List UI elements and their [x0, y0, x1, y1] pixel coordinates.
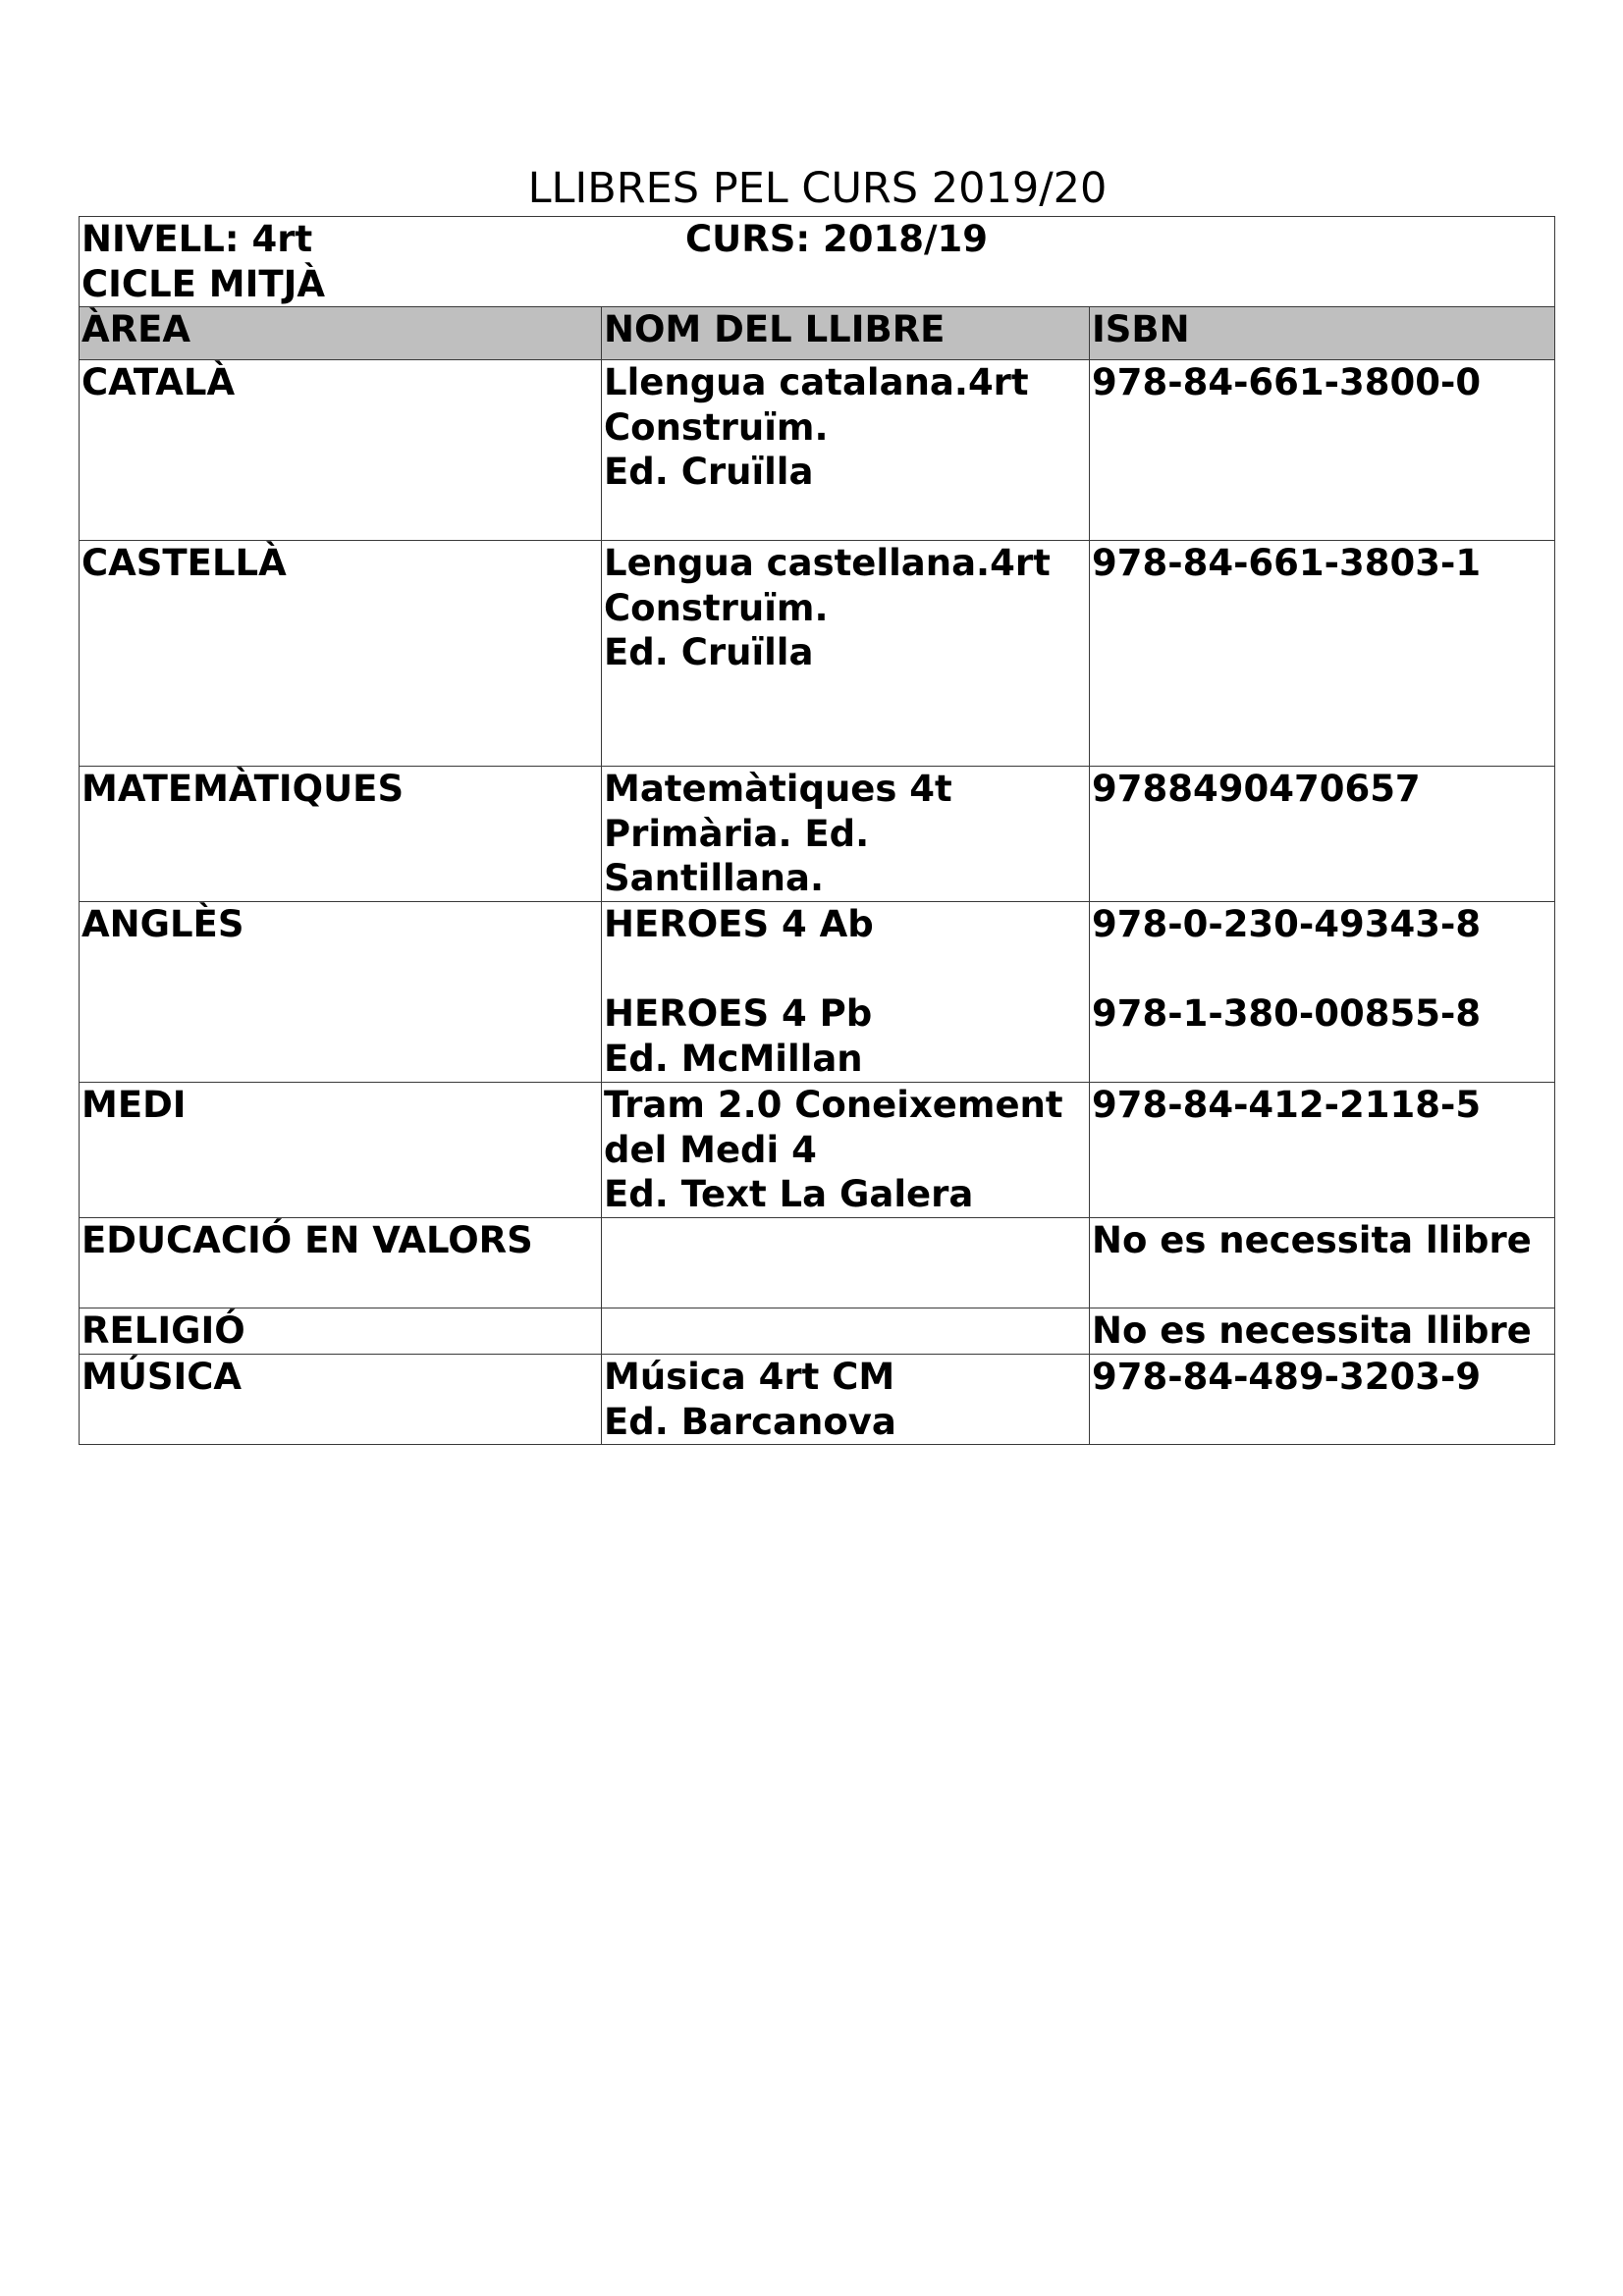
table-row [80, 1083, 1555, 1218]
book-line: del Medi 4 [604, 1128, 817, 1171]
isbn-line: 978-1-380-00855-8 [1092, 992, 1482, 1035]
isbn-line: 9788490470657 [1092, 768, 1421, 810]
area-cell: RELIGIÓ [80, 1308, 602, 1355]
area-cell: CATALÀ [80, 360, 602, 541]
book-cell [602, 767, 1090, 902]
isbn-line: 978-84-661-3803-1 [1092, 542, 1482, 584]
course-info-cell [80, 217, 1555, 307]
isbn-cell [1090, 902, 1555, 1083]
isbn-cell [1090, 767, 1555, 902]
area-cell: CASTELLÀ [80, 541, 602, 767]
book-line: Tram 2.0 Coneixement [604, 1084, 1063, 1126]
isbn-cell [1090, 1218, 1555, 1308]
isbn-cell [1090, 1083, 1555, 1218]
isbn-cell [1090, 360, 1555, 541]
table-row [80, 541, 1555, 767]
curs-label: CURS: 2018/19 [685, 218, 988, 260]
table-header-row [80, 307, 1555, 360]
area-cell: MATEMÀTIQUES [80, 767, 602, 902]
table-row [80, 1355, 1555, 1445]
table-row [80, 767, 1555, 902]
isbn-line: 978-0-230-49343-8 [1092, 903, 1482, 945]
table-row [80, 1218, 1555, 1308]
isbn-cell [1090, 541, 1555, 767]
book-line: Ed. Text La Galera [604, 1173, 974, 1215]
nivell-label: NIVELL: 4rt [81, 218, 313, 260]
table-row [80, 1308, 1555, 1355]
column-header-book: NOM DEL LLIBRE [602, 307, 1090, 360]
isbn-line: 978-84-489-3203-9 [1092, 1356, 1482, 1398]
book-cell [602, 1083, 1090, 1218]
book-line: Ed. Cruïlla [604, 631, 814, 673]
table-info-row [80, 217, 1555, 307]
book-list-table [79, 216, 1555, 1445]
table-row [80, 902, 1555, 1083]
book-cell [602, 902, 1090, 1083]
book-line: Construïm. [604, 405, 829, 449]
document-title: LLIBRES PEL CURS 2019/20 [527, 164, 1108, 213]
area-cell: ANGLÈS [80, 902, 602, 1083]
isbn-line: 978-84-412-2118-5 [1092, 1084, 1482, 1126]
area-cell: MÚSICA [80, 1355, 602, 1445]
book-line: Matemàtiques 4t [604, 768, 952, 810]
book-line: Construïm. [604, 586, 829, 629]
book-line: Primària. Ed. [604, 812, 870, 855]
blank-line [604, 947, 1089, 992]
book-cell [602, 1218, 1090, 1308]
isbn-line: 978-84-661-3800-0 [1092, 361, 1482, 403]
cicle-label: CICLE MITJÀ [81, 262, 326, 305]
book-line: Ed. Barcanova [604, 1400, 896, 1443]
table-row [80, 360, 1555, 541]
area-cell: MEDI [80, 1083, 602, 1218]
column-header-area: ÀREA [80, 307, 602, 360]
book-line: Llengua catalana.4rt [604, 361, 1029, 403]
isbn-line: No es necessita llibre [1092, 1309, 1532, 1352]
book-line: HEROES 4 Pb [604, 992, 873, 1035]
info-line-level [81, 217, 1554, 262]
isbn-line: No es necessita llibre [1092, 1219, 1532, 1261]
book-line: Ed. Cruïlla [604, 451, 814, 493]
book-cell [602, 541, 1090, 767]
blank-line [1092, 947, 1554, 992]
isbn-cell [1090, 1308, 1555, 1355]
book-line: HEROES 4 Ab [604, 903, 874, 945]
book-cell [602, 1308, 1090, 1355]
isbn-cell [1090, 1355, 1555, 1445]
book-line: Lengua castellana.4rt [604, 542, 1051, 584]
area-cell: EDUCACIÓ EN VALORS [80, 1218, 602, 1308]
book-line: Música 4rt CM [604, 1356, 895, 1398]
book-line: Santillana. [604, 857, 825, 899]
book-cell [602, 1355, 1090, 1445]
column-header-isbn: ISBN [1090, 307, 1555, 360]
book-cell [602, 360, 1090, 541]
book-line: Ed. McMillan [604, 1037, 863, 1080]
